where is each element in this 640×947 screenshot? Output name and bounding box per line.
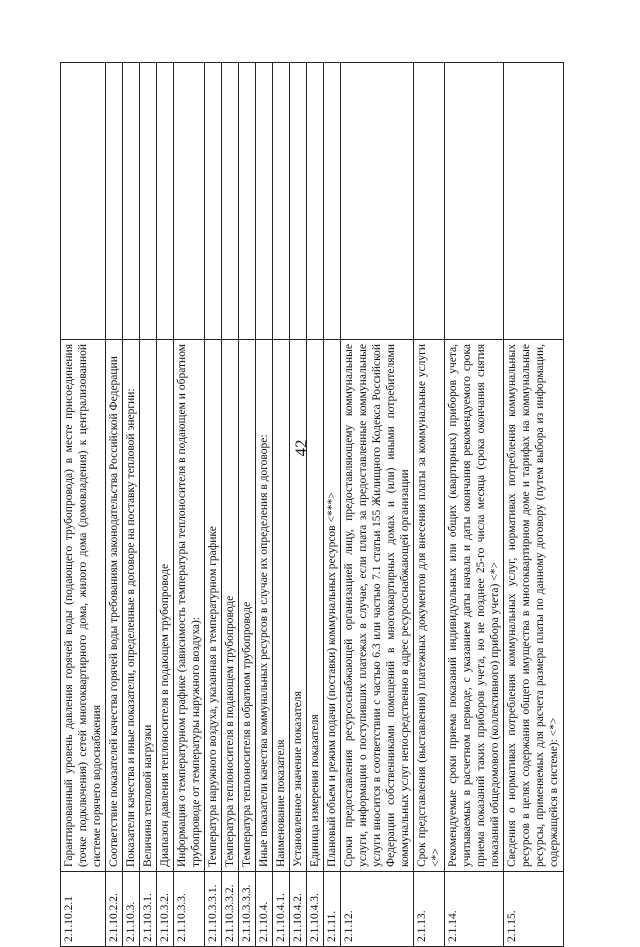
table-body (61, 63, 564, 947)
row-number: 2.1.10.3. (123, 872, 140, 947)
row-text: Иные показатели качества коммунальных ресурсов в случае их определения в договоре: (256, 340, 273, 872)
table-row (504, 63, 563, 947)
table-row (239, 63, 256, 947)
value-cell (205, 63, 222, 340)
table-row (290, 63, 307, 947)
row-text: Диапазон давления теплоносителя в подающем трубопроводе (157, 340, 174, 872)
value-cell (157, 63, 174, 340)
value-cell (414, 63, 445, 340)
table-row (174, 63, 205, 947)
value-cell (174, 63, 205, 340)
row-number: 2.1.10.3.1. (140, 872, 157, 947)
row-text: Температура теплоносителя в подающем трубопроводе (222, 340, 239, 872)
row-text: Показатели качества и иные показатели, определенные в договоре на поставку тепловой энергии: (123, 340, 140, 872)
row-text: Рекомендуемые сроки приема показаний индивидуальных или общих (квартирных) приборов учета, учитываемых в расчетном периоде, с указанием даты начала и даты окончания рекомендуемого срока приема показаний таких приборов учета, но не позднее 25-го числа месяца (срока окончания снятия показаний общедомового (коллективного) прибора учета) <*> (445, 340, 504, 872)
row-number: 2.1.10.4. (256, 872, 273, 947)
row-number: 2.1.10.3.3.2. (222, 872, 239, 947)
row-number: 2.1.10.3.2. (157, 872, 174, 947)
row-text: Срок представления (выставления) платежных документов для внесения платы за коммунальные услуги <*> (414, 340, 445, 872)
value-cell (140, 63, 157, 340)
row-text: Гарантированный уровень давления горячей воды (подающего трубопровода) в месте присоединения (точке подключения) сетей многоквартирного дома, жилого дома (домовладения) к централизованной системе горячего водоснабжения (61, 340, 106, 872)
row-number: 2.1.10.4.1. (273, 872, 290, 947)
row-number: 2.1.12. (341, 872, 414, 947)
table-row (140, 63, 157, 947)
value-cell (273, 63, 290, 340)
table-row (273, 63, 290, 947)
row-text: Сроки предоставления ресурсоснабжающей организацией лицу, предоставляющему коммунальные услуги, информации о поступивших платежах в случае, если плата за предоставленные коммунальные услуги вносится в соответствии с частью 6.3 или частью 7.1 статьи 155 Жилищного Кодекса Российской Федерации собственниками помещений в многоквартирных домах и (или) иными потребителями коммунальных услуг непосредственно в адрес ресурсоснабжающей организации (341, 340, 414, 872)
row-text: Сведения о нормативах потребления коммунальных услуг, нормативах потребления коммунальных ресурсов в целях содержания общего имущества в многоквартирном доме и тарифах на коммунальные ресурсы, применяемых для расчета размера платы по данному договору (путем выбора из информации, содержащейся в системе): <*> (504, 340, 563, 872)
value-cell (445, 63, 504, 340)
value-cell (290, 63, 307, 340)
table-row (61, 63, 106, 947)
table-row (157, 63, 174, 947)
value-cell (341, 63, 414, 340)
value-cell (307, 63, 324, 340)
row-text: Температура наружного воздуха, указанная в температурном графике (205, 340, 222, 872)
page-number: 42 (291, 439, 311, 457)
row-text: Информация о температурном графике (зависимость температуры теплоносителя в подающем и обратном трубопроводе от температуры наружного воздуха): (174, 340, 205, 872)
table-row (307, 63, 324, 947)
value-cell (106, 63, 123, 340)
row-number: 2.1.10.3.3. (174, 872, 205, 947)
row-text: Наименование показателя (273, 340, 290, 872)
value-cell (256, 63, 273, 340)
value-cell (222, 63, 239, 340)
row-number: 2.1.10.2.1 (61, 872, 106, 947)
table-row (445, 63, 504, 947)
document-table-frame (60, 62, 570, 947)
row-number: 2.1.10.4.3. (307, 872, 324, 947)
table-row (222, 63, 239, 947)
row-text: Температура теплоносителя в обратном трубопроводе (239, 340, 256, 872)
table-row (205, 63, 222, 947)
row-text: Величина тепловой нагрузки (140, 340, 157, 872)
table-row (106, 63, 123, 947)
table-row (123, 63, 140, 947)
row-number: 2.1.10.4.2. (290, 872, 307, 947)
value-cell (61, 63, 106, 340)
table-row (324, 63, 341, 947)
table-row (414, 63, 445, 947)
value-cell (324, 63, 341, 340)
row-text: Плановый объем и режим подачи (поставки) коммунальных ресурсов <***> (324, 340, 341, 872)
row-number: 2.1.10.3.3.3. (239, 872, 256, 947)
row-number: 2.1.10.3.3.1. (205, 872, 222, 947)
row-text: Единица измерения показателя (307, 340, 324, 872)
row-number: 2.1.11. (324, 872, 341, 947)
table-row (341, 63, 414, 947)
value-cell (123, 63, 140, 340)
row-number: 2.1.10.2.2. (106, 872, 123, 947)
row-text: Установленное значение показателя (290, 340, 307, 872)
row-number: 2.1.14. (445, 872, 504, 947)
value-cell (239, 63, 256, 340)
value-cell (504, 63, 563, 340)
table-row (256, 63, 273, 947)
requirements-table (60, 62, 564, 947)
row-text: Соответствие показателей качества горячей воды требованиям законодательства Российской Федерации (106, 340, 123, 872)
row-number: 2.1.15. (504, 872, 563, 947)
row-number: 2.1.13. (414, 872, 445, 947)
